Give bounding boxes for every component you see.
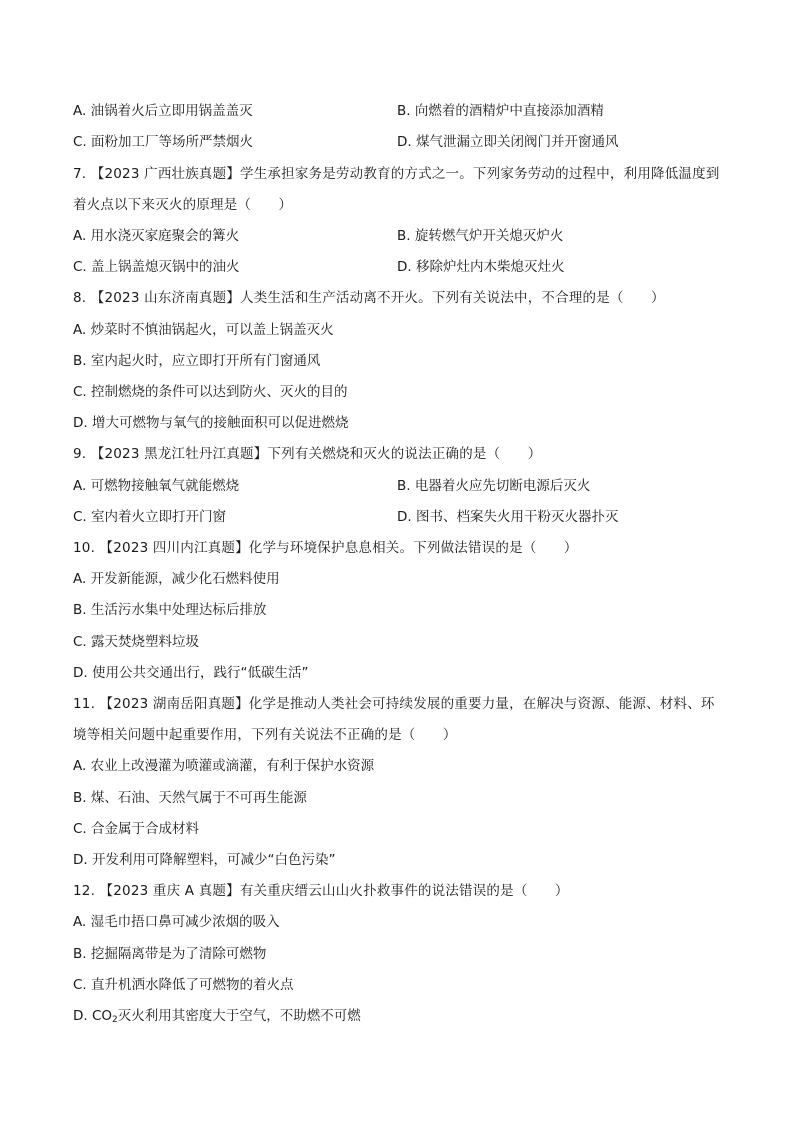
q12-stem: 12. 【2023 重庆 A 真题】有关重庆缙云山山火扑救事件的说法错误的是（ ） [73, 883, 569, 899]
q10-stem: 10. 【2023 四川内江真题】化学与环境保护息息相关。下列做法错误的是（ ） [73, 540, 578, 556]
q7-option-b: B. 旋转燃气炉开关熄灭炉火 [397, 228, 564, 244]
q12-option-b: B. 挖掘隔离带是为了清除可燃物 [73, 946, 267, 962]
q11-option-a: A. 农业上改漫灌为喷灌或滴灌，有利于保护水资源 [73, 758, 375, 774]
q9-option-b: B. 电器着火应先切断电源后灭火 [397, 478, 591, 494]
q7-stem-line1: 7. 【2023 广西壮族真题】学生承担家务是劳动教育的方式之一。下列家务劳动的过程中，利用降低温度到 [73, 166, 720, 182]
q7-stem-line2: 着火点以下来灭火的原理是（ ） [73, 197, 293, 213]
co2-subscript: 2 [112, 1015, 118, 1025]
q10-option-b: B. 生活污水集中处理达标后排放 [73, 602, 267, 618]
q9-option-a: A. 可燃物接触氧气就能燃烧 [73, 478, 240, 494]
q6-option-d: D. 煤气泄漏立即关闭阀门并开窗通风 [397, 134, 619, 150]
q10-option-d: D. 使用公共交通出行，践行“低碳生活” [73, 665, 309, 681]
q12-option-d-prefix: D. CO [73, 1008, 113, 1024]
q8-option-b: B. 室内起火时，应立即打开所有门窗通风 [73, 353, 321, 369]
q9-option-c: C. 室内着火立即打开门窗 [73, 509, 227, 525]
q7-option-d: D. 移除炉灶内木柴熄灭灶火 [397, 259, 565, 275]
q12-option-d-suffix: 灭火利用其密度大于空气，不助燃不可燃 [117, 1008, 361, 1024]
q6-option-b: B. 向燃着的酒精炉中直接添加酒精 [397, 103, 604, 119]
q11-option-d: D. 开发利用可降解塑料，可减少“白色污染” [73, 852, 336, 868]
q7-option-a: A. 用水浇灭家庭聚会的篝火 [73, 228, 240, 244]
q11-stem-line1: 11. 【2023 湖南岳阳真题】化学是推动人类社会可持续发展的重要力量，在解决与资源、能源、材料、环 [73, 696, 715, 712]
q12-option-d [73, 1006, 361, 1030]
q8-option-a: A. 炒菜时不慎油锅起火，可以盖上锅盖灭火 [73, 322, 334, 338]
q6-option-c: C. 面粉加工厂等场所严禁烟火 [73, 134, 254, 150]
q9-option-d: D. 图书、档案失火用干粉灭火器扑灭 [397, 509, 619, 525]
q10-option-c: C. 露天焚烧塑料垃圾 [73, 634, 200, 650]
q11-stem-line2: 境等相关问题中起重要作用，下列有关说法不正确的是（ ） [73, 727, 457, 743]
q12-option-a: A. 湿毛巾捂口鼻可减少浓烟的吸入 [73, 914, 280, 930]
q9-stem: 9. 【2023 黑龙江牡丹江真题】下列有关燃烧和灭火的说法正确的是（ ） [73, 446, 542, 462]
q8-option-d: D. 增大可燃物与氧气的接触面积可以促进燃烧 [73, 415, 349, 431]
q11-option-c: C. 合金属于合成材料 [73, 821, 200, 837]
q7-option-c: C. 盖上锅盖熄灭锅中的油火 [73, 259, 240, 275]
q11-option-b: B. 煤、石油、天然气属于不可再生能源 [73, 790, 307, 806]
q12-option-c: C. 直升机洒水降低了可燃物的着火点 [73, 977, 294, 993]
q8-stem: 8. 【2023 山东济南真题】人类生活和生产活动离不开火。下列有关说法中，不合理的是（ ） [73, 290, 665, 306]
q8-option-c: C. 控制燃烧的条件可以达到防火、灭火的目的 [73, 384, 348, 400]
q10-option-a: A. 开发新能源，减少化石燃料使用 [73, 571, 280, 587]
q6-option-a: A. 油锅着火后立即用锅盖盖灭 [73, 103, 253, 119]
